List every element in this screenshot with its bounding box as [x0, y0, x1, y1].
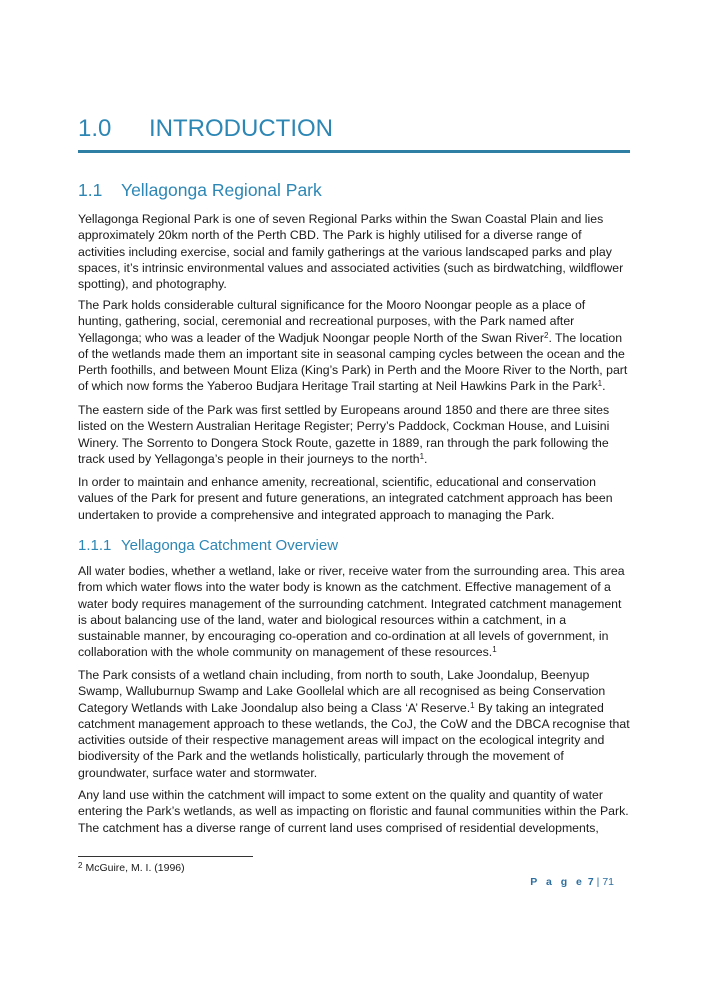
- footnote-ref: 2: [543, 330, 549, 340]
- footnote-ref: 1: [419, 451, 425, 461]
- footnote-text: McGuire, M. I. (1996): [85, 862, 185, 874]
- page-number: [530, 876, 614, 888]
- paragraph-2-text-a: The Park holds considerable cultural significance for the Mooro Noongar people as a place of hunting, gathering, social, ceremonial and recreational purposes, with the Park named after Yellagonga; who was a leader of the Wadjuk Noongar people North of the Swan River: [78, 298, 586, 345]
- heading-2-number: 1.1: [78, 180, 103, 200]
- footnote: [78, 861, 185, 874]
- heading-3: [78, 537, 339, 554]
- heading-2-title: Yellagonga Regional Park: [121, 180, 322, 200]
- footnote-ref: 1: [470, 700, 475, 710]
- heading-1-title: INTRODUCTION: [149, 115, 333, 142]
- footnote-ref: 1: [492, 645, 497, 655]
- paragraph-3-text-b: .: [424, 451, 428, 466]
- paragraph-7-text: Any land use within the catchment will impact to some extent on the quality and quantity of water entering the Park’s wetlands, as well as impacting on floristic and faunal communities within the Park. The catchment has a diverse range of current land uses comprised of residential developments,: [78, 788, 629, 835]
- heading-3-number: 1.1.1: [78, 537, 112, 554]
- paragraph-6-text-b: By taking an integrated catchment management approach to these wetlands, the CoJ, the CoW and the DBCA recognise that activities outside of their respective management areas will impact on the ecological integrity and biodiversity of the Park and the wetlands holistically, particularly through the movement of groundwater, surface water and stormwater.: [78, 700, 630, 780]
- page-label: P a g e: [530, 876, 585, 888]
- page-total: 71: [602, 876, 614, 888]
- footnote-separator: [78, 856, 253, 857]
- heading-1-number: 1.0: [78, 115, 112, 142]
- footnote-marker: 2: [78, 861, 83, 870]
- paragraph-4: [78, 474, 630, 523]
- paragraph-2-text-c: .: [602, 379, 606, 394]
- paragraph-5-text: All water bodies, whether a wetland, lake or river, receive water from the surrounding area. This area from which water flows into the water body is known as the catchment. Effective management of a water body requires management of the surrounding catchment. Integrated catchment management is about balancing use of the land, water and biological resources within a catchment, in a sustainable manner, by encouraging co-operation and co-ordination at all levels of government, in collaboration with the whole community on management of these resources.: [78, 564, 625, 660]
- page-current: 7: [587, 876, 594, 888]
- paragraph-3-text-a: The eastern side of the Park was first settled by Europeans around 1850 and there are three sites listed on the Western Australian Heritage Register; Perry’s Paddock, Cockman House, and Luisini Winery. The Sorrento to Dongera Stock Route, gazette in 1889, ran through the park following the track used by Yellagonga’s people in their journeys to the north: [78, 403, 610, 466]
- paragraph-4-text: In order to maintain and enhance amenity, recreational, scientific, educational and conservation values of the Park for present and future generations, an integrated catchment approach has been undertaken to provide a comprehensive and integrated approach to managing the Park.: [78, 475, 613, 522]
- paragraph-1-text: Yellagonga Regional Park is one of seven Regional Parks within the Swan Coastal Plain and lies approximately 20km north of the Perth CBD. The Park is highly utilised for a diverse range of activities including exercise, social and family gatherings at the various landscaped parks and play spaces, it’s intrinsic environmental values and associated activities (such as birdwatching, wildflower spotting), and photography.: [78, 212, 624, 292]
- paragraph-3: [78, 402, 630, 467]
- paragraph-2-text-b: . The location of the wetlands made them an important site in seasonal camping cycles between the ocean and the Perth foothills, and between Mount Eliza (King’s Park) in Perth and the Moore River to the North, part of which now forms the Yaberoo Budjara Heritage Trail starting at Neil Hawkins Park in the Park: [78, 330, 628, 394]
- paragraph-5: [78, 563, 630, 661]
- footnote-ref: 1: [597, 379, 603, 389]
- paragraph-6-text-a: The Park consists of a wetland chain including, from north to south, Lake Joondalup, Beenyup Swamp, Walluburnup Swamp and Lake Goollelal which are all recognised as being Conservation Category Wetlands with Lake Joondalup also being a Class ‘A’ Reserve.: [78, 668, 606, 715]
- paragraph-1: [78, 211, 630, 292]
- paragraph-7: [78, 787, 630, 836]
- heading-2: [78, 180, 322, 201]
- paragraph-2: [78, 297, 630, 395]
- page-separator: |: [596, 876, 600, 888]
- heading-1: [78, 112, 630, 153]
- heading-3-title: Yellagonga Catchment Overview: [121, 537, 339, 554]
- paragraph-6: [78, 667, 630, 781]
